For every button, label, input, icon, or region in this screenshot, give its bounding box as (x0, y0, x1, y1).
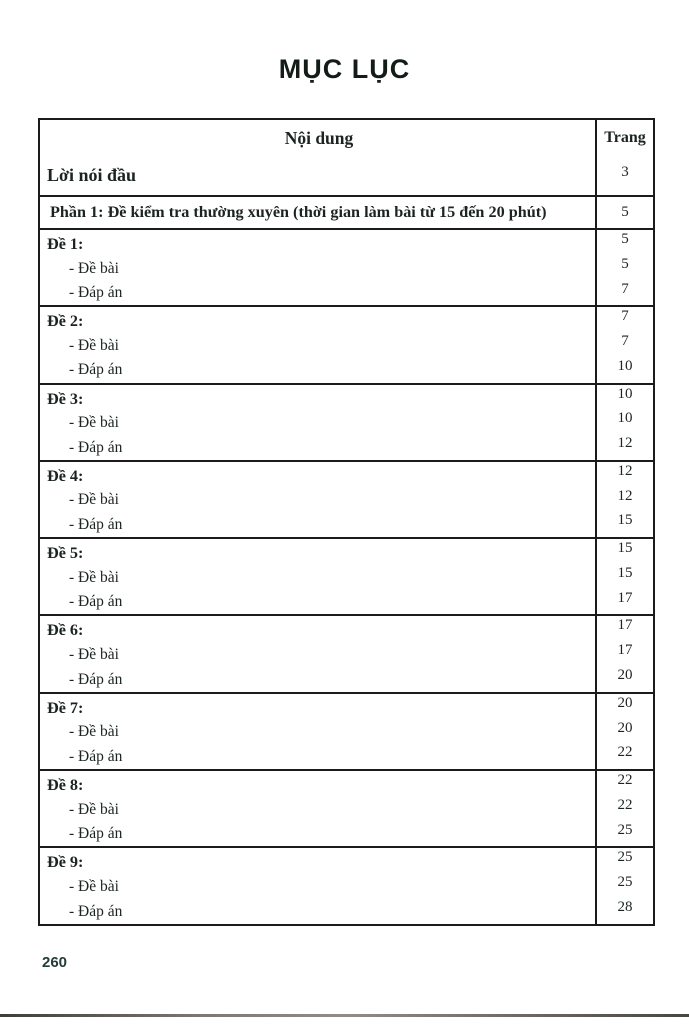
page-number: 22 (617, 796, 633, 813)
page-number-stack (597, 536, 653, 610)
toc-row (40, 228, 653, 305)
toc-row-pages (595, 230, 653, 305)
page-number-stack (597, 768, 653, 842)
toc-header-content-label: Nội dung (284, 127, 354, 148)
toc-row-pages (595, 771, 653, 846)
page-number-stack (597, 845, 653, 919)
page-number-stack (597, 304, 653, 378)
page-number: 22 (617, 744, 633, 761)
page-number: 15 (617, 540, 633, 557)
toc-entry-label: Phần 1: Đề kiểm tra thường xuyên (thời gian làm bài từ 15 đến 20 phút) (50, 203, 547, 221)
toc-row-content (40, 230, 595, 305)
toc-subentry-label: - Đáp án (69, 284, 123, 302)
toc-entry-label: Đề 8: (47, 776, 84, 795)
toc-row-content (40, 694, 595, 769)
page-number-stack (597, 459, 653, 533)
page-number: 5 (621, 255, 629, 272)
page-number: 25 (617, 874, 633, 891)
toc-entry-label: Đề 7: (47, 698, 84, 717)
page-number: 22 (617, 772, 633, 789)
page-number: 7 (621, 308, 629, 325)
toc-subentry-label: - Đáp án (69, 438, 123, 456)
toc-entry-label: Đề 6: (47, 621, 84, 640)
page-number: 10 (617, 410, 633, 427)
toc-subentry-label: - Đáp án (69, 361, 123, 379)
toc-subentry-label: - Đáp án (69, 747, 123, 765)
toc-header-row (40, 120, 653, 156)
page-number: 28 (617, 898, 633, 915)
page-number: 12 (617, 435, 633, 452)
toc-subentry-label: - Đề bài (69, 723, 119, 741)
toc-entry-label: Đề 5: (47, 544, 84, 563)
toc-subentry-label: - Đề bài (69, 414, 119, 432)
page-number-stack (597, 382, 653, 456)
toc-entry-label: Đề 9: (47, 853, 84, 872)
toc-row (40, 383, 653, 460)
toc-row-pages (595, 694, 653, 769)
page-number: 20 (617, 719, 633, 736)
page-number: 5 (621, 231, 629, 247)
page-number: 15 (617, 512, 633, 529)
toc-subentry-label: - Đáp án (69, 825, 123, 843)
page-number: 17 (617, 642, 633, 659)
toc-row (40, 614, 653, 691)
page-number: 7 (621, 333, 629, 350)
footer-page-number: 260 (42, 954, 68, 971)
page-number: 20 (617, 694, 633, 711)
page-number: 5 (621, 204, 629, 220)
toc-row-pages (595, 307, 653, 382)
page-number-stack (597, 691, 653, 765)
toc-subentry-label: - Đáp án (69, 516, 123, 534)
toc-table (38, 118, 655, 926)
page-title: MỤC LỤC (278, 54, 411, 84)
toc-header-page-label: Trang (595, 120, 653, 156)
toc-entry-label: Đề 2: (47, 312, 84, 331)
toc-entry-label: Đề 4: (47, 466, 84, 485)
page-number: 10 (617, 385, 633, 402)
toc-entry-label: Lời nói đầu (47, 165, 137, 185)
toc-row-content (40, 197, 595, 228)
toc-subentry-label: - Đề bài (69, 259, 119, 277)
page-number-stack (597, 156, 653, 188)
page-number: 10 (617, 357, 633, 374)
toc-row-content (40, 771, 595, 846)
page-number: 17 (617, 589, 633, 606)
toc-row-content (40, 616, 595, 691)
page-number: 7 (621, 280, 629, 297)
toc-row (40, 305, 653, 382)
toc-row-content (40, 307, 595, 382)
toc-subentry-label: - Đề bài (69, 491, 119, 509)
toc-row (40, 537, 653, 614)
toc-row-content (40, 385, 595, 460)
toc-subentry-label: - Đề bài (69, 336, 119, 354)
toc-row (40, 769, 653, 846)
page-number-stack (597, 197, 653, 227)
toc-entry-label: Đề 1: (47, 235, 84, 253)
toc-row-pages (595, 616, 653, 691)
page-number: 3 (621, 164, 629, 180)
page-number: 20 (617, 667, 633, 684)
toc-row-pages (595, 156, 653, 195)
page-number: 15 (617, 564, 633, 581)
toc-subentry-label: - Đề bài (69, 568, 119, 586)
page-number: 12 (617, 487, 633, 504)
toc-row-content (40, 462, 595, 537)
toc-row-pages (595, 848, 653, 923)
page-number: 17 (617, 617, 633, 634)
toc-row-pages (595, 385, 653, 460)
toc-subentry-label: - Đề bài (69, 646, 119, 664)
toc-entry-label: Đề 3: (47, 389, 84, 408)
toc-row-pages (595, 197, 653, 228)
toc-row (40, 692, 653, 769)
toc-row-content (40, 539, 595, 614)
toc-row-pages (595, 462, 653, 537)
page-number: 12 (617, 462, 633, 479)
toc-subentry-label: - Đáp án (69, 902, 123, 920)
page-number-stack (597, 227, 653, 301)
page-number: 25 (617, 849, 633, 866)
scan-edge-line (0, 1014, 689, 1017)
toc-subentry-label: - Đáp án (69, 670, 123, 688)
toc-subentry-label: - Đề bài (69, 800, 119, 818)
toc-subentry-label: - Đáp án (69, 593, 123, 611)
toc-table-body (40, 156, 653, 924)
toc-row-pages (595, 539, 653, 614)
toc-row-content (40, 156, 595, 195)
toc-row (40, 195, 653, 228)
toc-row (40, 846, 653, 923)
toc-row-content (40, 848, 595, 923)
page-number: 25 (617, 821, 633, 838)
toc-row (40, 156, 653, 195)
toc-subentry-label: - Đề bài (69, 877, 119, 895)
page-number-stack (597, 613, 653, 687)
toc-row (40, 460, 653, 537)
